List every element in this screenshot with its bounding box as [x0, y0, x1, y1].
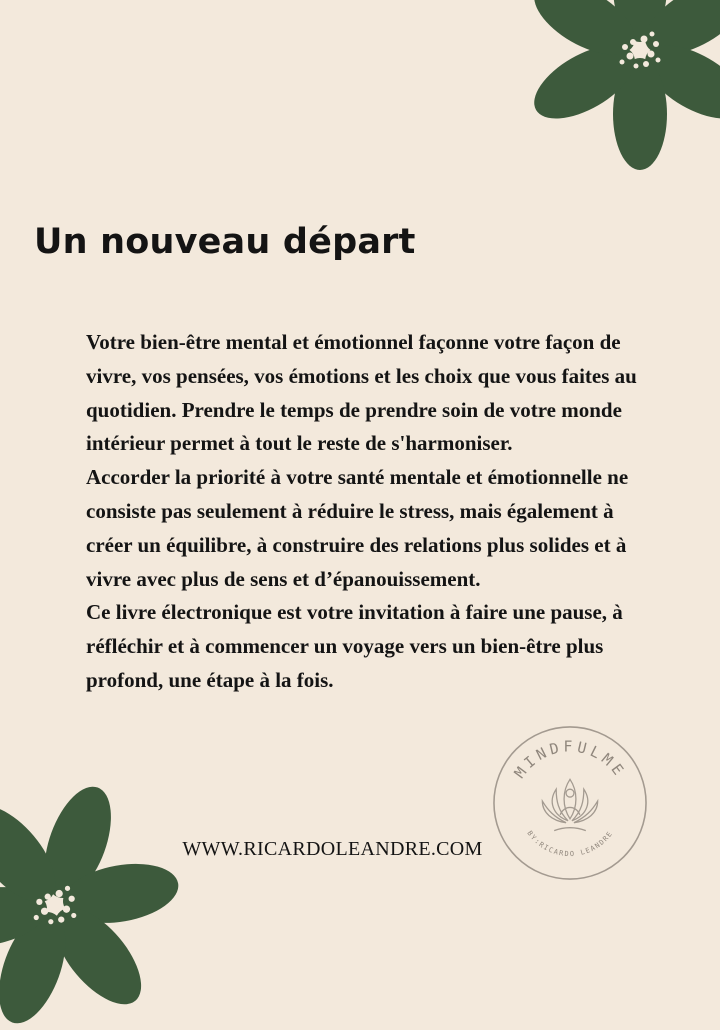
website-url: WWW.RICARDOLEANDRE.COM: [182, 838, 483, 860]
mindfulme-seal-logo: [491, 724, 649, 882]
svg-text:BY:RICARDO LEANDRE: [525, 829, 614, 858]
meditation-lotus-icon: [542, 779, 597, 830]
seal-brand-text: MINDFULME: [511, 738, 629, 782]
flower-decoration-bottom-left: [0, 780, 180, 1030]
flower-decoration-top-right: [520, 0, 720, 170]
paragraph-2: Accorder la priorité à votre santé mentale et émotionnelle ne consiste pas seulement à réduire le stress, mais également à créer un équilibre, à construire des relations plus solides et à vivre avec plus de sens et d’épanouissement.: [86, 465, 629, 591]
page-title: Un nouveau départ: [34, 222, 416, 262]
paragraph-1: Votre bien-être mental et émotionnel façonne votre façon de vivre, vos pensées, vos émotions et les choix que vous faites au quotidien. Prendre le temps de prendre soin de votre monde intérieur permet à tout le reste de s'harmoniser.: [86, 330, 637, 456]
body-text: [86, 326, 646, 698]
seal-byline-text: BY:RICARDO LEANDRE: [525, 829, 615, 859]
paragraph-3: Ce livre électronique est votre invitation à faire une pause, à réfléchir et à commencer un voyage vers un bien-être plus profond, une étape à la fois.: [86, 600, 623, 692]
svg-text:MINDFULME: [511, 739, 628, 782]
